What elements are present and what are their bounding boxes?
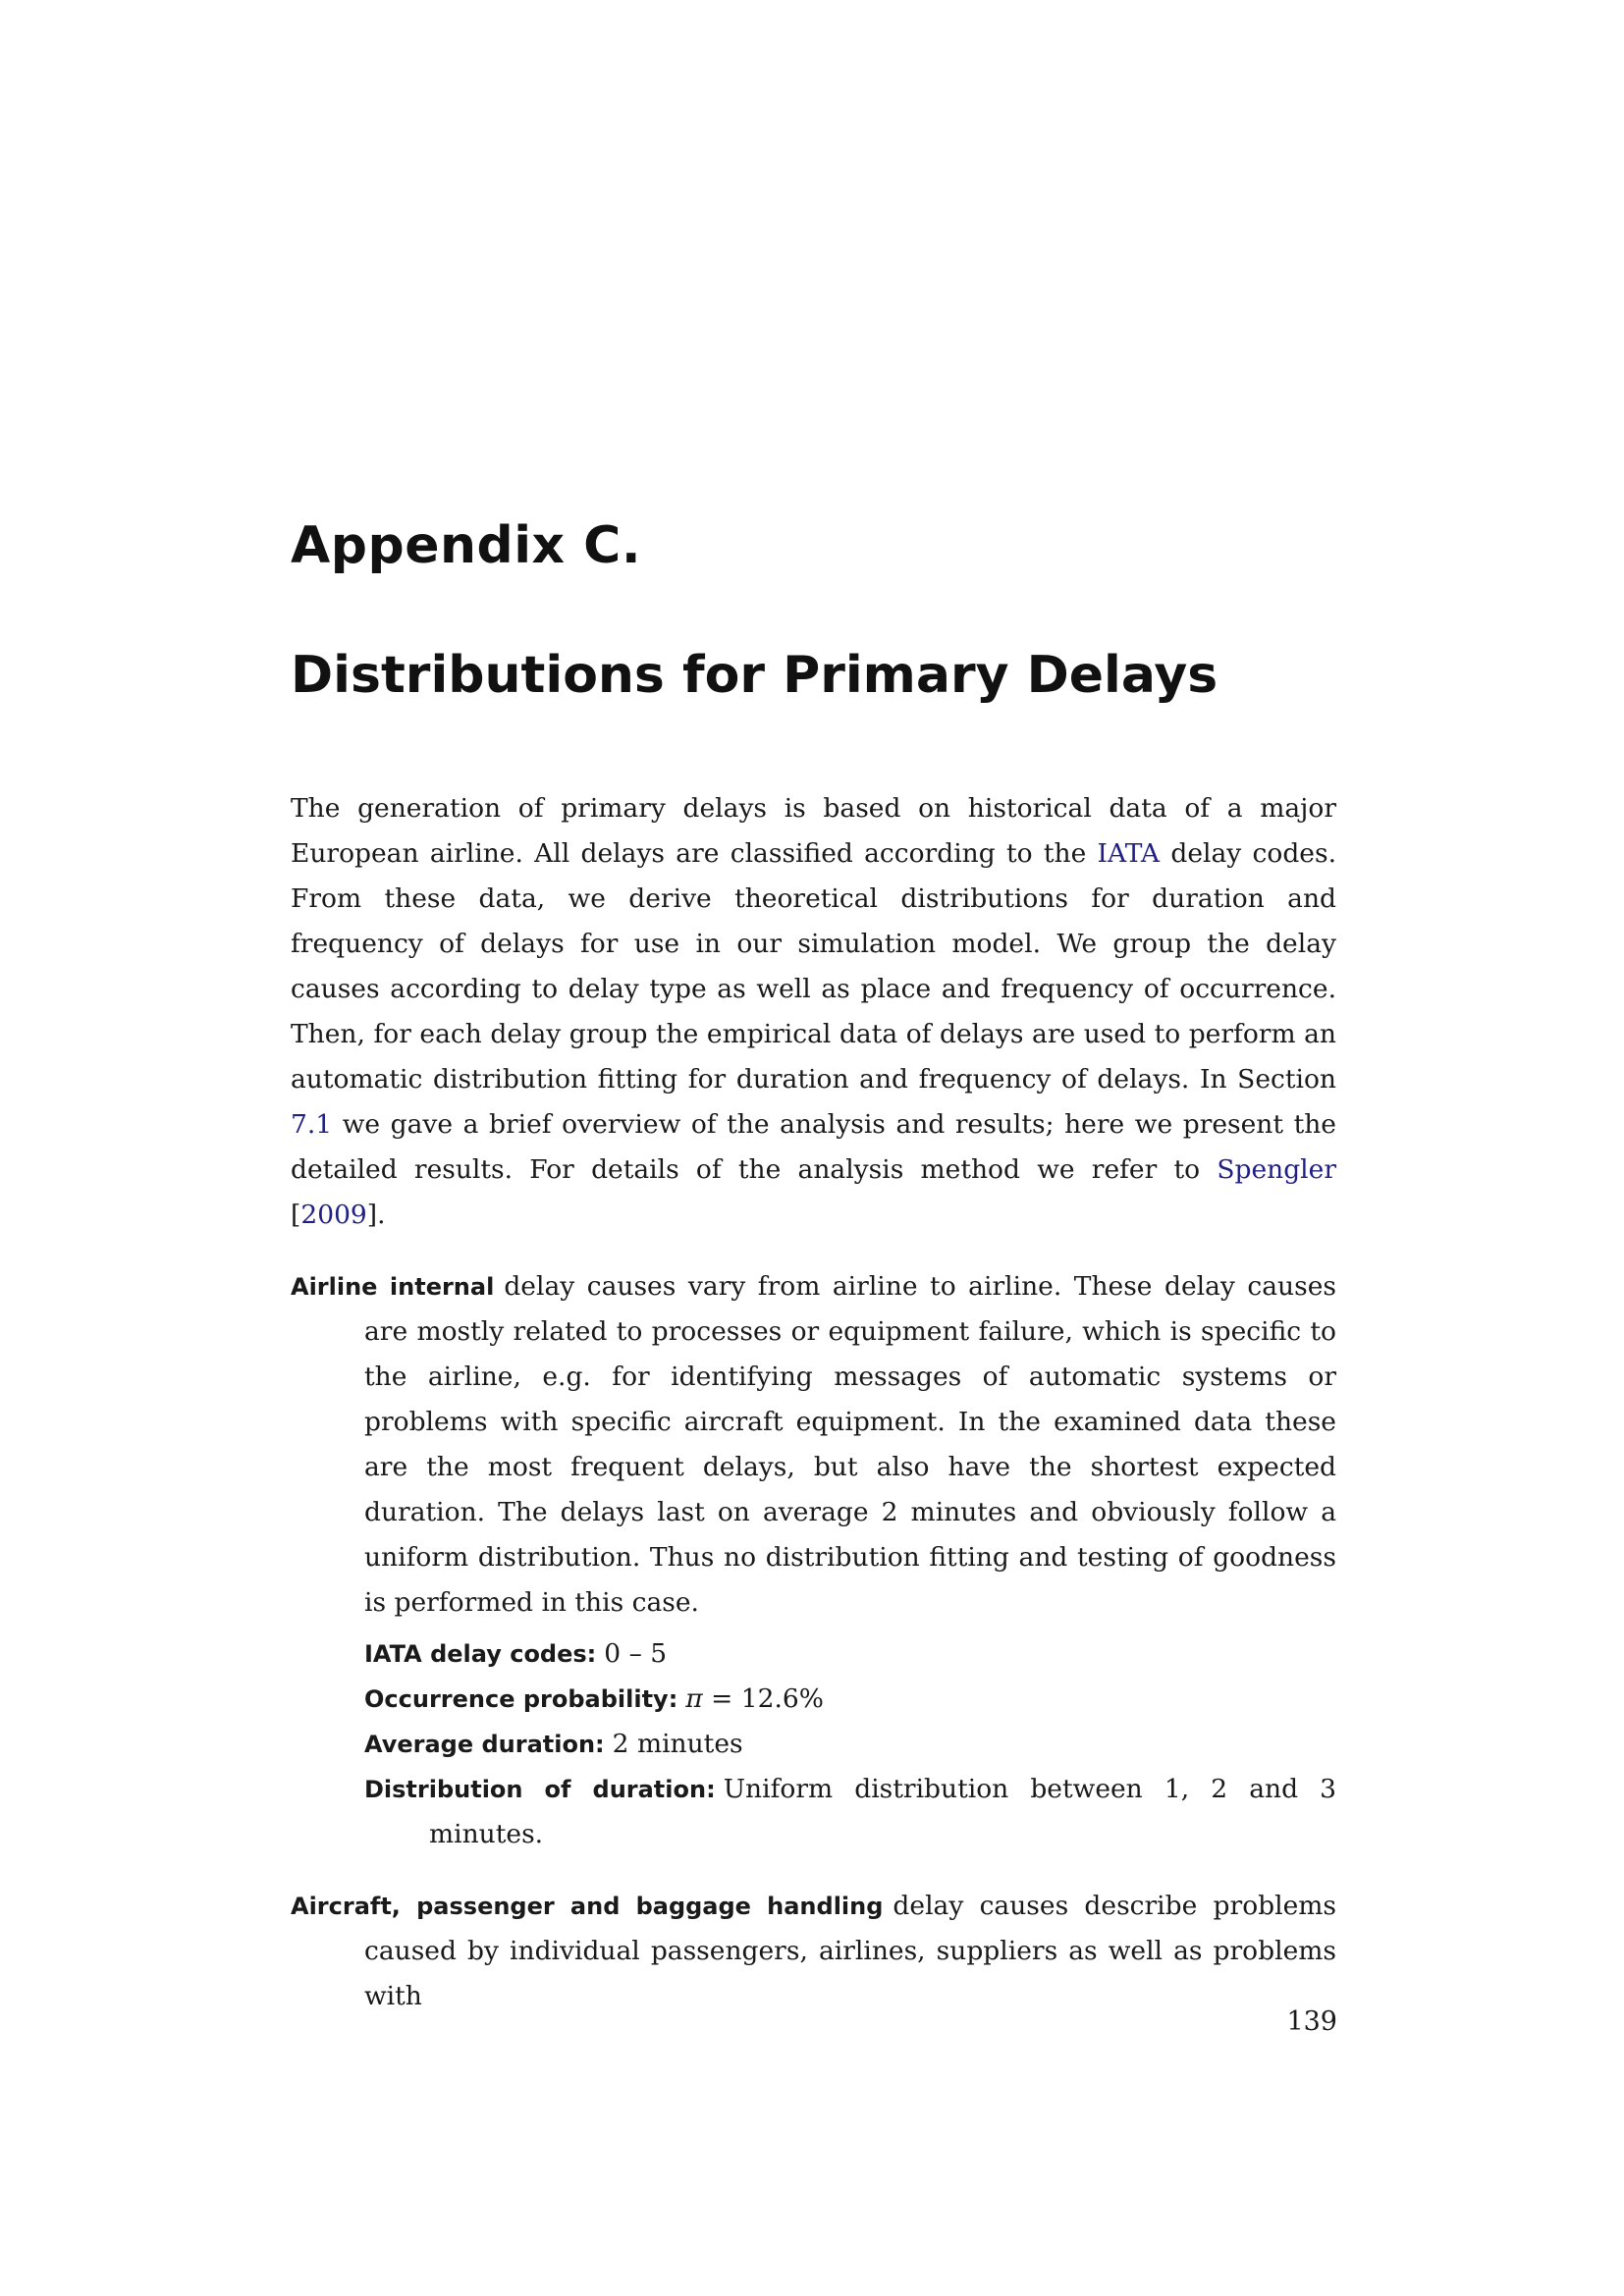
airline-internal-item [291, 1264, 1336, 1857]
average-duration-row [364, 1722, 1336, 1767]
intro-text-5: ]. [366, 1200, 386, 1230]
average-duration-label: Average duration: [364, 1731, 605, 1758]
distribution-label: Distribution of duration: [364, 1776, 716, 1803]
iata-codes-value: 0 – 5 [604, 1638, 668, 1669]
occurrence-probability-label: Occurrence probability: [364, 1685, 678, 1713]
iata-codes-row [364, 1631, 1336, 1677]
aircraft-handling-text: delay causes describe problems caused by individual passengers, airlines, suppliers as well as problems with [364, 1891, 1336, 2011]
occurrence-probability-row [364, 1677, 1336, 1722]
average-duration-value: 2 minutes [612, 1729, 743, 1759]
iata-link[interactable]: IATA [1097, 838, 1161, 869]
intro-text-2: delay codes. From these data, we derive theoretical distributions for duration and frequency of delays for use in our simulation model. We group the delay causes according to delay type as well as place and frequency of occurrence. Then, for each delay group the empirical data of delays are used to perform an automatic distribution fitting for duration and frequency of delays. In Section [291, 838, 1336, 1095]
page-number: 139 [1286, 2006, 1337, 2037]
airline-internal-text: delay causes vary from airline to airline. These delay causes are mostly related to processes or equipment failure, which is specific to the airline, e.g. for identifying messages of automatic systems or problems with specific aircraft equipment. In the examined data these are the most frequent delays, but also have the shortest expected duration. The delays last on average 2 minutes and obviously follow a uniform distribution. Thus no distribution fitting and testing of goodness is performed in this case. [364, 1271, 1337, 1618]
pi-symbol: π [685, 1683, 703, 1714]
equals-sign: = [702, 1683, 741, 1714]
distribution-row [364, 1767, 1336, 1857]
chapter-title: Distributions for Primary Delays [291, 646, 1218, 705]
distribution-value: Uniform distribution between 1, 2 and 3 minutes. [429, 1774, 1336, 1849]
year-link[interactable]: 2009 [300, 1200, 367, 1230]
aircraft-handling-item [291, 1884, 1336, 2019]
aircraft-handling-term: Aircraft, passenger and baggage handling [291, 1893, 884, 1920]
intro-text-4: [ [291, 1200, 301, 1230]
iata-codes-label: IATA delay codes: [364, 1640, 597, 1668]
intro-text-1: The generation of primary delays is based on historical data of a major European airline. All delays are classified according to the [291, 793, 1336, 869]
intro-text-3: we gave a brief overview of the analysis and results; here we present the detailed results. For details of the analysis method we refer to [291, 1109, 1336, 1185]
intro-paragraph [291, 786, 1336, 1238]
section-link[interactable]: 7.1 [291, 1109, 333, 1140]
occurrence-probability-value: 12.6% [740, 1683, 824, 1714]
appendix-label: Appendix C. [291, 516, 642, 575]
airline-internal-details [364, 1631, 1336, 1857]
body-text [291, 786, 1336, 2046]
author-link[interactable]: Spengler [1217, 1154, 1336, 1185]
airline-internal-term: Airline internal [291, 1273, 495, 1301]
